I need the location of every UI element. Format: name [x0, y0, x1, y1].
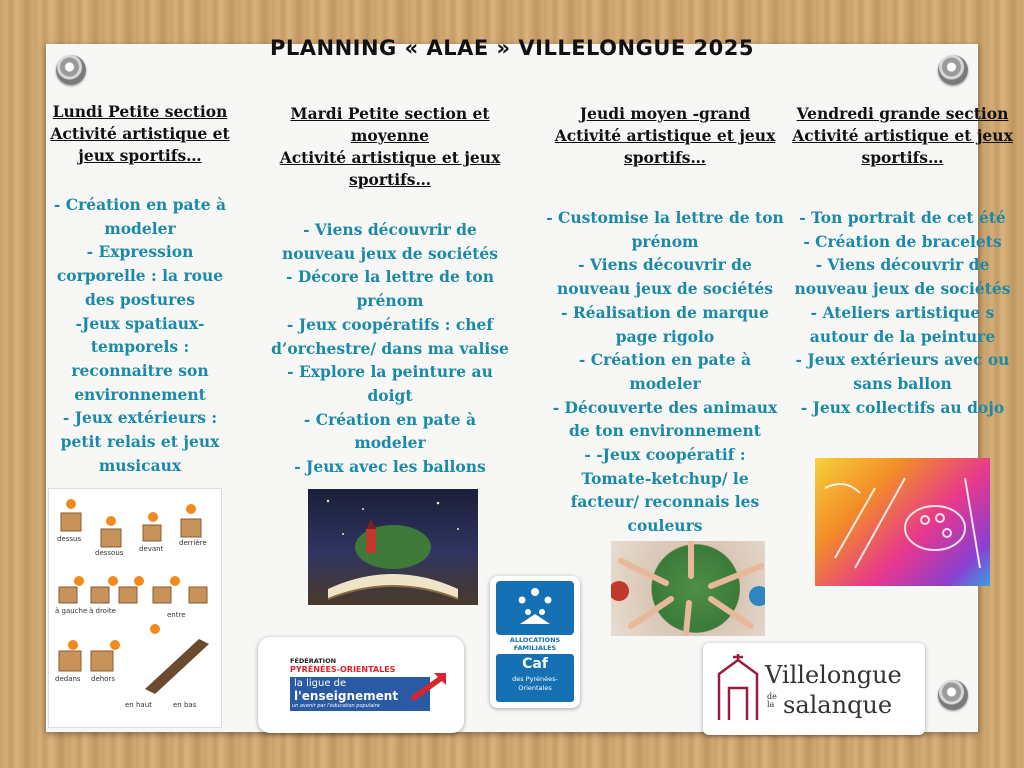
- logo-text: la ligue de: [294, 678, 347, 689]
- magic-book-image: [308, 489, 478, 605]
- screw-icon: [938, 680, 968, 710]
- list-item: page rigolo: [615, 326, 715, 346]
- list-item: - Jeux coopératifs : chef: [286, 314, 494, 334]
- column-header: Vendredi grande section Activité artistique et jeux sportifs…: [792, 104, 1013, 167]
- word-label: derrière: [179, 539, 207, 547]
- list-item: - Explore la peinture au: [287, 362, 493, 382]
- list-item: - Jeux avec les ballons: [294, 457, 486, 477]
- column-header: Lundi Petite section Activité artistique et jeux sportifs…: [50, 102, 230, 165]
- logo-text: FÉDÉRATION: [290, 657, 337, 665]
- list-item: - -Jeux coopératif :: [584, 445, 746, 465]
- word-label: en bas: [173, 701, 197, 709]
- word-label: en haut: [125, 701, 152, 709]
- list-item: couleurs: [627, 516, 703, 536]
- list-item: - Décore la lettre de ton: [285, 267, 495, 287]
- list-item: - Création en pate à: [53, 195, 227, 214]
- logo-text: Orientales: [518, 684, 552, 692]
- list-item: sans ballon: [853, 373, 952, 393]
- list-item: modeler: [629, 373, 701, 393]
- list-item: de ton environnement: [569, 421, 761, 441]
- list-item: environnement: [74, 384, 206, 404]
- logo-text: PYRÉNÉES-ORIENTALES: [290, 665, 396, 674]
- screw-icon: [938, 55, 968, 85]
- list-item: autour de la peinture: [809, 326, 996, 346]
- church-tower-icon: [713, 654, 763, 724]
- word-label: entre: [167, 611, 186, 619]
- logo-text: Caf: [522, 656, 548, 672]
- art-supplies-image: [815, 458, 990, 586]
- list-item: - Viens découvrir de: [578, 255, 752, 275]
- list-item: modeler: [104, 218, 176, 238]
- list-item: - Jeux extérieurs :: [62, 408, 218, 428]
- list-item: musicaux: [98, 455, 182, 475]
- activity-list: [270, 218, 510, 479]
- list-item: nouveau jeux de sociétés: [794, 279, 1011, 299]
- logo-text: salanque: [783, 691, 893, 719]
- column-mardi: [270, 103, 510, 479]
- page-title: PLANNING « ALAE » VILLELONGUE 2025: [269, 36, 755, 60]
- position-words-illustration: [48, 488, 222, 728]
- children-hands-image: [611, 541, 765, 636]
- screw-icon: [56, 55, 86, 85]
- list-item: - Jeux collectifs au dojo: [800, 397, 1005, 417]
- list-item: - Viens découvrir de: [815, 255, 990, 275]
- column-jeudi: [545, 103, 785, 538]
- logo-text: de la: [767, 692, 777, 709]
- list-item: reconnaitre son: [71, 360, 209, 380]
- list-item: - Viens découvrir de: [303, 220, 477, 239]
- list-item: nouveau jeux de sociétés: [282, 243, 498, 263]
- list-item: temporels :: [90, 337, 190, 357]
- caf-logo: [490, 576, 580, 708]
- list-item: d’orchestre/ dans ma valise: [271, 338, 509, 358]
- list-item: doigt: [367, 385, 413, 405]
- logo-text: Villelongue: [765, 661, 902, 689]
- logo-text: ALLOCATIONS: [509, 636, 561, 644]
- list-item: -Jeux spatiaux-: [75, 313, 205, 333]
- word-label: à droite: [89, 607, 116, 615]
- list-item: - Réalisation de marque: [561, 302, 769, 322]
- word-label: dessus: [57, 535, 82, 543]
- word-label: dehors: [91, 675, 115, 683]
- logo-text: l'enseignement: [294, 689, 399, 703]
- word-label: dedans: [55, 675, 81, 683]
- word-label: dessous: [95, 549, 124, 557]
- logo-text: FAMILIALES: [513, 644, 557, 652]
- list-item: prénom: [356, 291, 424, 311]
- activity-list: [545, 206, 785, 538]
- list-item: nouveau jeux de sociétés: [557, 279, 773, 299]
- activity-list: [50, 193, 230, 477]
- list-item: - Ton portrait de cet été: [799, 208, 1006, 227]
- list-item: petit relais et jeux: [60, 432, 220, 452]
- list-item: modeler: [354, 433, 426, 453]
- arrow-icon: [408, 671, 448, 701]
- list-item: - Customise la lettre de ton: [546, 208, 784, 227]
- column-vendredi: [790, 103, 1015, 419]
- list-item: Tomate-ketchup/ le: [581, 468, 749, 488]
- list-item: - Expression: [86, 242, 194, 262]
- list-item: - Création en pate à: [303, 409, 477, 429]
- list-item: - Création de bracelets: [803, 231, 1002, 251]
- word-label: devant: [139, 545, 164, 553]
- villelongue-logo: [703, 643, 925, 735]
- column-lundi: [50, 101, 230, 477]
- activity-list: [790, 206, 1015, 419]
- ligue-enseignement-logo: [258, 637, 464, 733]
- list-item: prénom: [631, 231, 699, 251]
- column-header: Mardi Petite section et moyenne Activité artistique et jeux sportifs…: [279, 104, 501, 189]
- column-header: Jeudi moyen -grand Activité artistique et jeux sportifs…: [554, 104, 776, 167]
- caf-figures-icon: [510, 586, 560, 626]
- word-label: à gauche: [55, 607, 88, 615]
- list-item: - Découverte des animaux: [552, 397, 778, 417]
- list-item: des postures: [85, 289, 195, 309]
- list-item: - Jeux extérieurs avec ou: [795, 350, 1010, 370]
- list-item: corporelle : la roue: [56, 266, 224, 286]
- list-item: - Création en pate à: [578, 350, 752, 370]
- list-item: - Ateliers artistique s: [810, 302, 995, 322]
- logo-text: un avenir par l'éducation populaire: [292, 703, 380, 709]
- list-item: facteur/ reconnais les: [570, 492, 760, 512]
- logo-text: des Pyrénées-: [512, 675, 558, 683]
